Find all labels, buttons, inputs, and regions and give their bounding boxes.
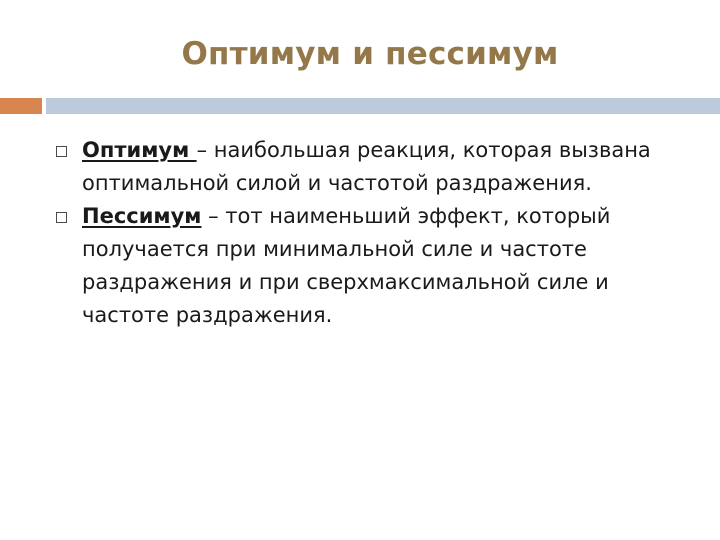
term-pessimum: Пессимум — [82, 204, 202, 228]
divider-bar — [46, 98, 720, 114]
bullet-list — [56, 134, 676, 332]
term-optimum: Оптимум — [82, 138, 197, 162]
square-bullet-icon — [56, 212, 67, 223]
square-bullet-icon — [56, 146, 67, 157]
accent-bar — [0, 98, 42, 114]
definition-optimum: – наибольшая реакция, которая вызвана оптимальной силой и частотой раздражения. — [82, 138, 651, 195]
bullet-item-optimum — [56, 134, 676, 200]
definition-pessimum: – тот наименьший эффект, который получается при минимальной силе и частоте раздражения и при сверхмаксимальной силе и частоте раздражения. — [82, 204, 611, 327]
bullet-item-pessimum — [56, 200, 676, 332]
slide-title: Оптимум и пессимум — [181, 36, 559, 72]
